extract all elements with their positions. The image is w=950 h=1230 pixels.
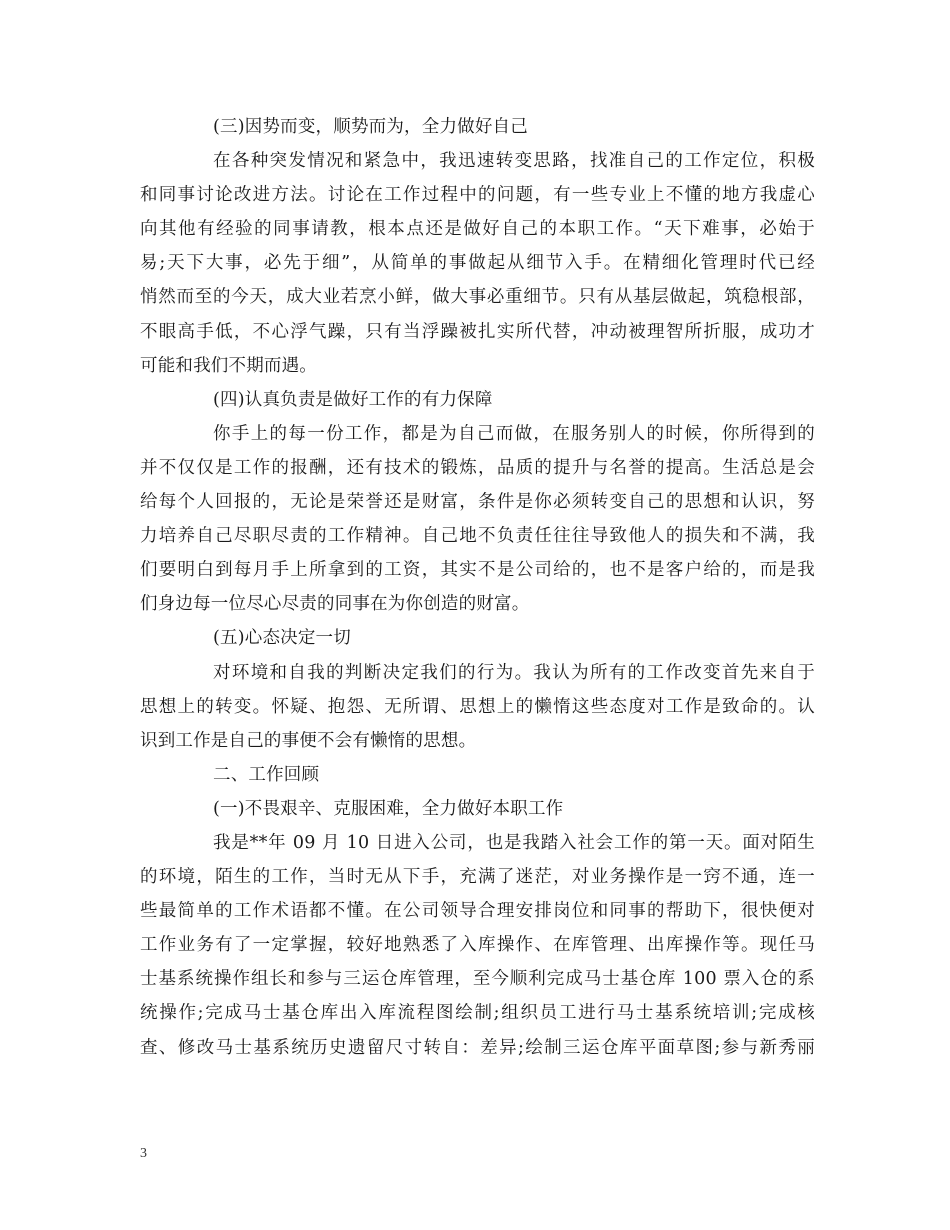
- paragraph-line: 们身边每一位尽心尽责的同事在为你创造的财富。: [140, 594, 530, 615]
- paragraph-line: 的环境，陌生的工作，当时无从下手，充满了迷茫，对业务操作是一窍不通，连一: [140, 867, 815, 888]
- section-heading: (四)认真负责是做好工作的有力保障: [213, 389, 493, 410]
- paragraph-line: 力培养自己尽职尽责的工作精神。自己地不负责任往往导致他人的损失和不满，我: [140, 526, 815, 547]
- paragraph-line: 可能和我们不期而遇。: [140, 355, 317, 376]
- paragraph-line: 工作业务有了一定掌握，较好地熟悉了入库操作、在库管理、出库操作等。现任马: [140, 935, 815, 956]
- paragraph-line: 悄然而至的今天，成大业若烹小鲜，做大事必重细节。只有从基层做起，筑稳根部，: [140, 287, 815, 308]
- document-body: [140, 110, 815, 1065]
- section-heading: (三)因势而变，顺势而为，全力做好自己: [213, 117, 528, 137]
- paragraph-line: 我是**年 09 月 10 日进入公司，也是我踏入社会工作的第一天。面对陌生: [213, 832, 815, 853]
- chapter-heading: 二、工作回顾: [213, 764, 320, 785]
- paragraph-line: 给每个人回报的，无论是荣誉还是财富，条件是你必须转变自己的思想和认识，努: [140, 492, 815, 513]
- paragraph-line: 易;天下大事，必先于细”，从简单的事做起从细节入手。在精细化管理时代已经: [140, 253, 815, 274]
- section-heading: (五)心态决定一切: [213, 628, 351, 649]
- paragraph-line: 向其他有经验的同事请教，根本点还是做好自己的本职工作。“天下难事，必始于: [140, 219, 815, 240]
- paragraph-line: 统操作;完成马士基仓库出入库流程图绘制;组织员工进行马士基系统培训;完成核: [140, 1003, 815, 1024]
- paragraph-line: 不眼高手低，不心浮气躁，只有当浮躁被扎实所代替，冲动被理智所折服，成功才: [140, 321, 815, 342]
- paragraph-line: 并不仅仅是工作的报酬，还有技术的锻炼，品质的提升与名誉的提高。生活总是会: [140, 457, 815, 478]
- paragraph-line: 对环境和自我的判断决定我们的行为。我认为所有的工作改变首先来自于: [213, 662, 815, 683]
- paragraph-line: 识到工作是自己的事便不会有懒惰的思想。: [140, 730, 477, 751]
- paragraph-line: 些最简单的工作术语都不懂。在公司领导合理安排岗位和同事的帮助下，很快便对: [140, 901, 815, 922]
- paragraph-line: 思想上的转变。怀疑、抱怨、无所谓、思想上的懒惰这些态度对工作是致命的。认: [140, 696, 815, 717]
- paragraph-line: 你手上的每一份工作，都是为自己而做，在服务别人的时候，你所得到的: [213, 423, 815, 444]
- page-number: 3: [140, 1146, 147, 1161]
- section-heading: (一)不畏艰辛、克服困难，全力做好本职工作: [213, 798, 564, 819]
- paragraph-line: 查、修改马士基系统历史遗留尺寸转自：差异;绘制三运仓库平面草图;参与新秀丽: [140, 1037, 815, 1058]
- paragraph-line: 和同事讨论改进方法。讨论在工作过程中的问题，有一些专业上不懂的地方我虚心: [140, 185, 815, 206]
- paragraph-line: 在各种突发情况和紧急中，我迅速转变思路，找准自己的工作定位，积极: [213, 151, 815, 172]
- paragraph-line: 们要明白到每月手上所拿到的工资，其实不是公司给的，也不是客户给的，而是我: [140, 560, 815, 581]
- paragraph-line: 士基系统操作组长和参与三运仓库管理，至今顺利完成马士基仓库 100 票入仓的系: [140, 969, 815, 990]
